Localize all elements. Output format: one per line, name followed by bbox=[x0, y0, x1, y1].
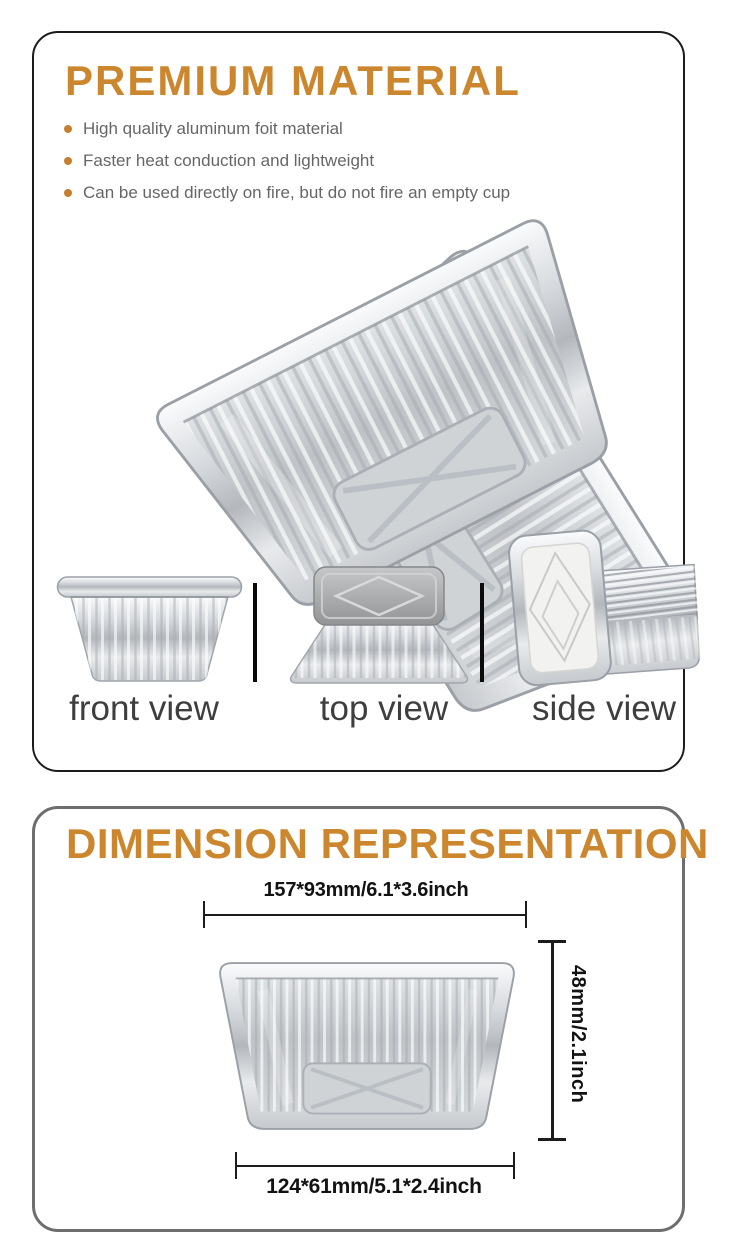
feature-text: Can be used directly on fire, but do not fire an empty cup bbox=[83, 183, 511, 202]
height-dimension-label: 48mm/2.1inch bbox=[567, 965, 589, 1104]
bottom-dimension-tick-right bbox=[513, 1152, 515, 1179]
top-view-tray-photo bbox=[280, 561, 478, 689]
view-divider-1 bbox=[253, 583, 257, 682]
height-dimension-tick-top bbox=[538, 940, 566, 943]
feature-list bbox=[64, 119, 510, 215]
bottom-dimension-label: 124*61mm/5.1*2.4inch bbox=[266, 1175, 482, 1198]
side-view-tray-photo bbox=[504, 527, 709, 689]
top-dimension-label: 157*93mm/6.1*3.6inch bbox=[263, 879, 469, 901]
height-dimension-line bbox=[551, 940, 554, 1141]
premium-material-card bbox=[32, 31, 685, 772]
bottom-dimension-line bbox=[235, 1165, 515, 1167]
feature-text: High quality aluminum foit material bbox=[83, 119, 343, 138]
bullet-dot-icon bbox=[64, 125, 72, 133]
feature-item bbox=[64, 119, 510, 138]
bullet-dot-icon bbox=[64, 189, 72, 197]
height-dimension-tick-bottom bbox=[538, 1138, 566, 1141]
hero-trays-photo bbox=[130, 222, 650, 562]
top-dimension-tick-left bbox=[203, 901, 205, 928]
feature-item bbox=[64, 183, 510, 202]
top-view-label: top view bbox=[319, 689, 449, 728]
bottom-dimension-tick-left bbox=[235, 1152, 237, 1179]
top-dimension-line bbox=[203, 914, 527, 916]
premium-section-title: PREMIUM MATERIAL bbox=[65, 57, 521, 104]
front-view-label: front view bbox=[69, 689, 219, 728]
view-divider-2 bbox=[480, 583, 484, 682]
dimension-tray-photo bbox=[203, 949, 531, 1143]
bullet-dot-icon bbox=[64, 157, 72, 165]
top-dimension-tick-right bbox=[525, 901, 527, 928]
dimension-card bbox=[32, 806, 709, 1232]
dimension-section-title: DIMENSION REPRESENTATION bbox=[66, 820, 709, 867]
front-view-tray-photo bbox=[52, 563, 247, 685]
side-view-label: side view bbox=[532, 689, 676, 728]
feature-item bbox=[64, 151, 510, 170]
feature-text: Faster heat conduction and lightweight bbox=[83, 151, 375, 170]
